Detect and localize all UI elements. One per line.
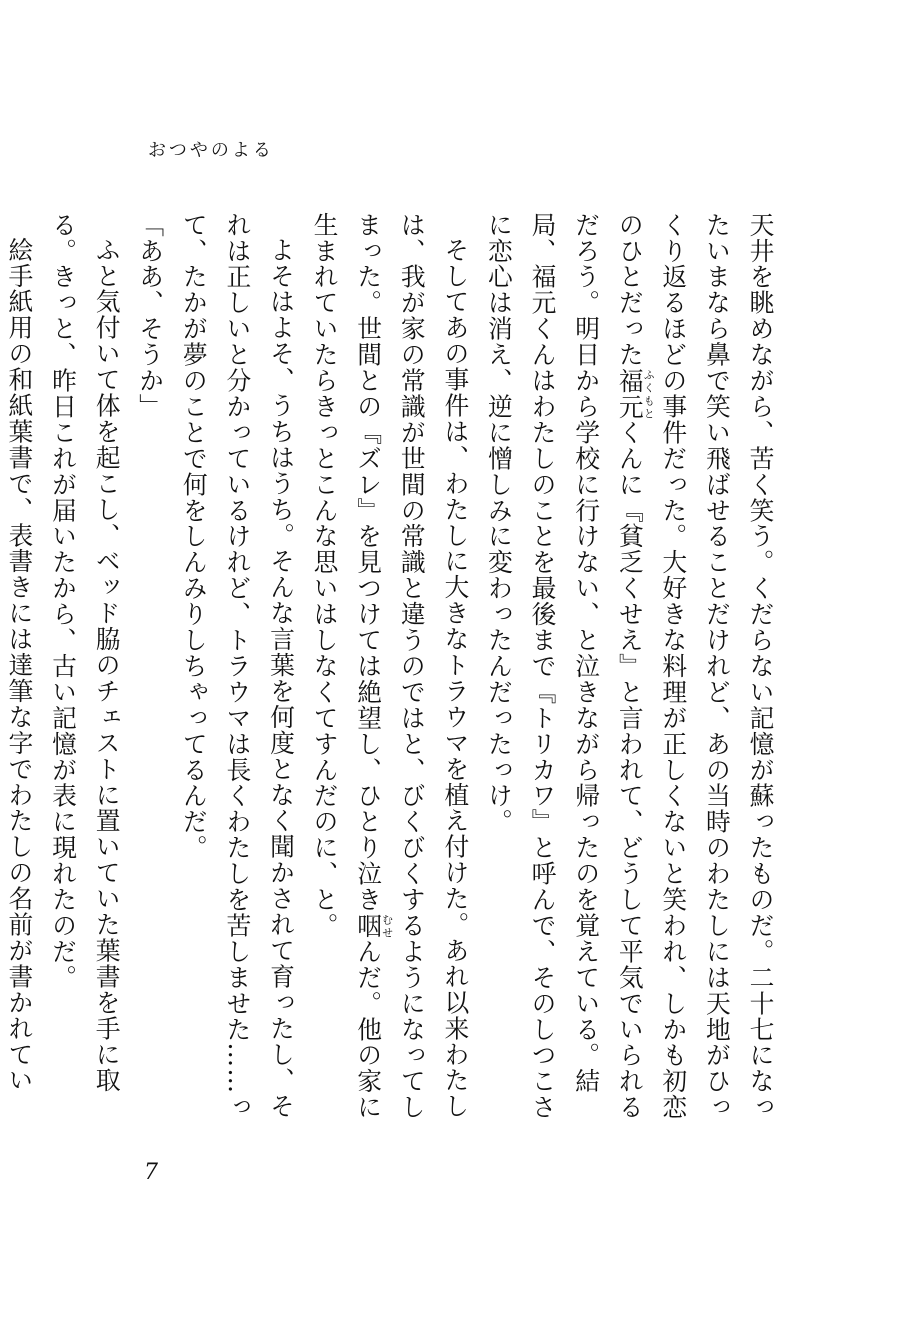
ruby-base: 福元 bbox=[615, 367, 645, 420]
ruby-word bbox=[353, 912, 394, 939]
ruby-reading: むせ bbox=[380, 912, 394, 939]
text-segment: ふと気付いて体を起こし、ベッド脇のチェストに置いていた葉書を手に取る。きっと、昨日これが届いたから、古い記憶が表に現れたのだ。 bbox=[48, 212, 122, 1094]
paragraph bbox=[477, 212, 782, 1142]
page-number: 7 bbox=[144, 1160, 158, 1185]
paragraph bbox=[41, 212, 128, 1142]
text-segment: 「ああ、そうか」 bbox=[135, 212, 165, 420]
body-text bbox=[4, 212, 782, 1142]
running-head: おつやのよる bbox=[148, 140, 274, 161]
text-segment: くんに『貧乏くせえ』と言われて、どうして平気でいられるだろう。明日から学校に行けない、と泣きながら帰ったのを覚えている。結局、福元くんはわたしのことを最後まで『トリカワ』と呼んで、そのしつこさに恋心は消え、逆に憎しみに変わったんだったっけ。 bbox=[484, 212, 645, 1121]
ruby-reading: ふくもと bbox=[642, 367, 656, 420]
text-segment: 天井を眺めながら、苦く笑う。くだらない記憶が蘇ったものだ。二十七になったいまなら鼻で笑い飛ばせることだけれど、あの当時のわたしには天地がひっくり返るほどの事件だった。大好きな料理が正しくないと笑われ、しかも初恋のひとだった bbox=[615, 212, 775, 1121]
text-segment: よそはよそ、うちはうち。そんな言葉を何度となく聞かされて育ったし、それは正しいと分かっているけれど、トラウマは長くわたしを苦しませた……って、たかが夢のことで何をしんみりしちゃってるんだ。 bbox=[179, 212, 296, 1121]
paragraph bbox=[302, 212, 476, 1142]
text-segment: んだ。他の家に生まれていたらきっとこんな思いはしなくてすんだのに、と。 bbox=[310, 212, 383, 1121]
text-segment: 絵手紙用の和紙葉書で、表書きには達筆な字でわたしの名前が書かれてい bbox=[4, 236, 34, 1094]
ruby-word bbox=[615, 367, 656, 420]
text-segment: そしてあの事件は、わたしに大きなトラウマを植え付けた。あれ以来わたしは、我が家の常識が世間の常識と違うのではと、びくびくするようになってしまった。世間との『ズレ』を見つけては絶望し、ひとり泣き bbox=[353, 212, 470, 1121]
ruby-base: 咽 bbox=[353, 912, 383, 939]
paragraph bbox=[0, 212, 41, 1142]
paragraph bbox=[172, 212, 303, 1142]
dialogue-line bbox=[128, 212, 172, 1142]
